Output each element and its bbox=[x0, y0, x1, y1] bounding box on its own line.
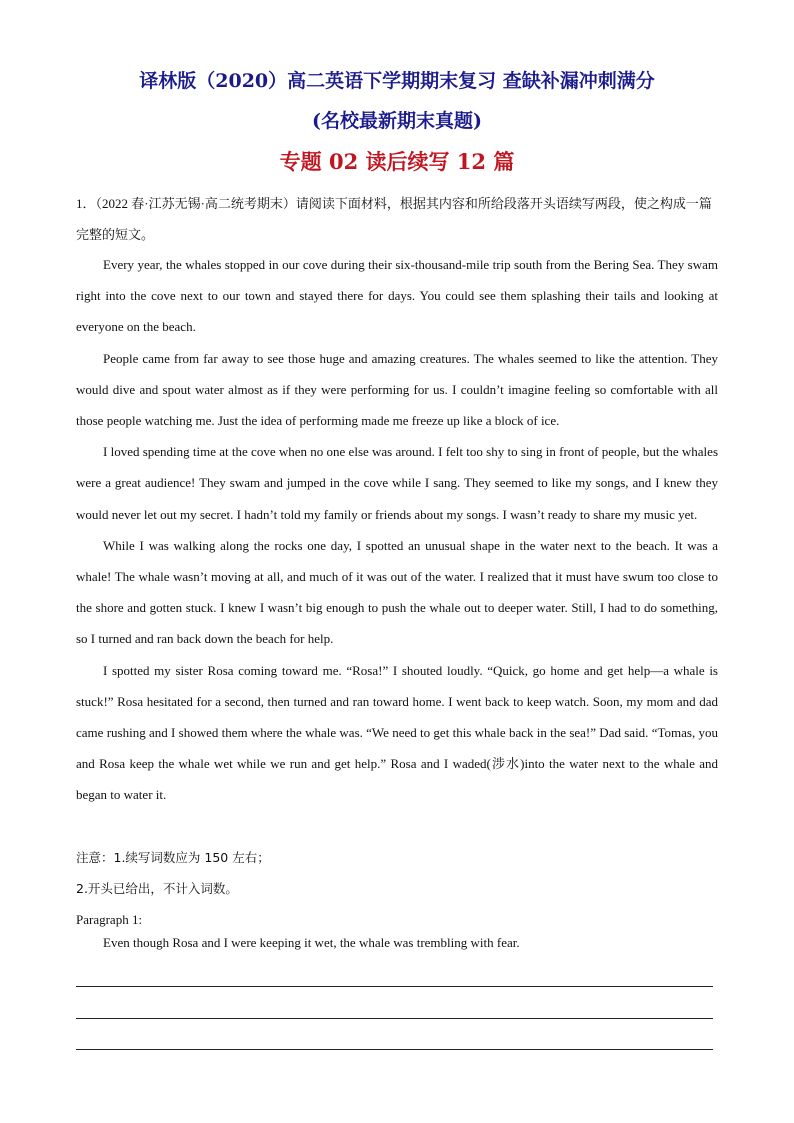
answer-line[interactable] bbox=[76, 986, 713, 987]
paragraph-starter: Even though Rosa and I were keeping it wet, the whale was trembling with fear. bbox=[103, 935, 520, 950]
paragraph-label: Paragraph 1: bbox=[76, 912, 143, 927]
answer-line[interactable] bbox=[76, 1018, 713, 1019]
note-word-count: 注意：1.续写词数应为 150 左右； bbox=[76, 850, 270, 865]
note-starter: 2.开头已给出，不计入词数。 bbox=[76, 881, 238, 896]
passage bbox=[76, 249, 718, 811]
passage-paragraph: I spotted my sister Rosa coming toward me. “Rosa!” I shouted loudly. “Quick, go home and get help—a whale is stuck!” Rosa hesitated for a second, then turned and ran toward home. I went back to keep watch. Soon, my mom and dad came rushing and I showed them where the whale was. “We need to get this whale back in the sea!” Dad said. “Tomas, you and Rosa keep the whale wet while we run and get help.” Rosa and I waded(涉水)into the water next to the whale and began to water it. bbox=[76, 662, 718, 803]
answer-line[interactable] bbox=[76, 1049, 713, 1050]
notes bbox=[76, 842, 270, 935]
document-subtitle: (名校最新期末真题) bbox=[312, 110, 482, 132]
document-title: 译林版（2020）高二英语下学期期末复习 查缺补漏冲刺满分 bbox=[139, 70, 655, 92]
topic-heading: 专题 02 读后续写 12 篇 bbox=[279, 149, 515, 174]
question-intro: 1．（2022 春·江苏无锡·高二统考期末）请阅读下面材料，根据其内容和所给段落开头语续写两段，使之构成一篇完整的短文。 bbox=[76, 196, 712, 242]
passage-paragraph: Every year, the whales stopped in our cove during their six-thousand-mile trip south from the Bering Sea. They swam right into the cove next to our town and stayed there for days. You could see them splashing their tails and looking at everyone on the beach. bbox=[76, 257, 718, 335]
passage-paragraph: While I was walking along the rocks one day, I spotted an unusual shape in the water next to the beach. It was a whale! The whale wasn’t moving at all, and much of it was out of the water. I realized that it must have swum too close to the shore and gotten stuck. I knew I wasn’t big enough to push the whale out to deeper water. Still, I had to do something, so I turned and ran back down the beach for help. bbox=[76, 537, 718, 647]
passage-paragraph: I loved spending time at the cove when no one else was around. I felt too shy to sing in front of people, but the whales were a great audience! They swam and jumped in the cove while I sang. They seemed to like my songs, and I knew they would never let out my secret. I hadn’t told my family or friends about my songs. I wasn’t ready to share my music yet. bbox=[76, 444, 718, 522]
passage-paragraph: People came from far away to see those huge and amazing creatures. The whales seemed to like the attention. They would dive and spout water almost as if they were performing for us. I couldn’t imagine feeling so comfortable with all those people watching me. Just the idea of performing made me freeze up like a block of ice. bbox=[76, 350, 718, 429]
